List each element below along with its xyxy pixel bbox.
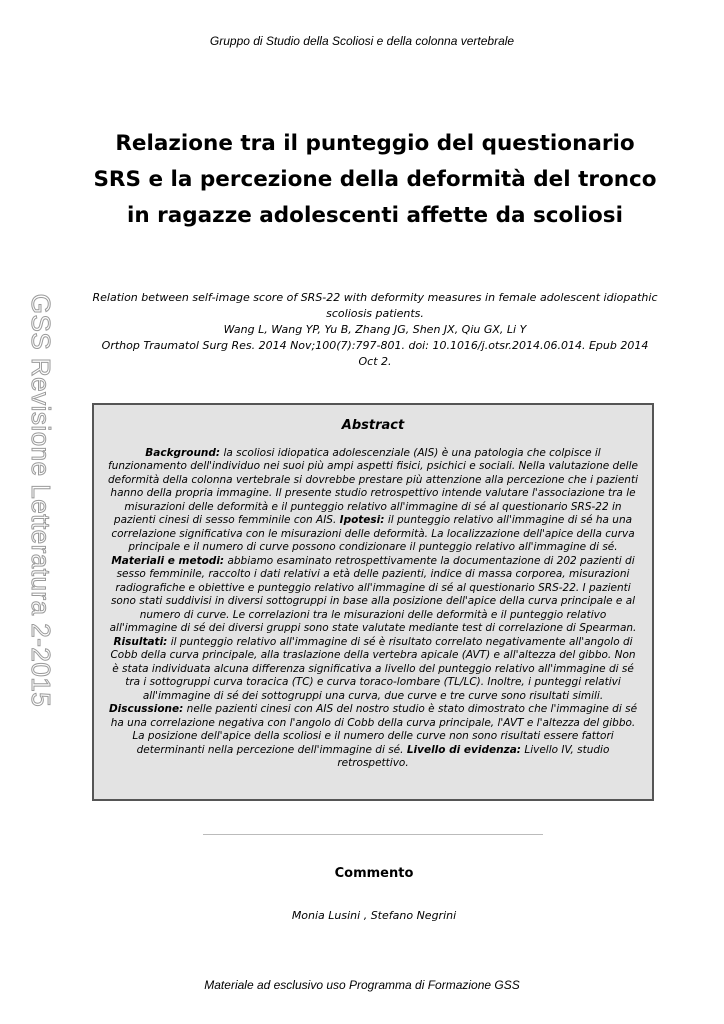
section-divider [203, 834, 543, 835]
commento-heading: Commento [334, 866, 414, 881]
discussione-text: nelle pazienti cinesi con AIS del nostro studio è stato dimostrato che l'immagine di sé ha una correlazione negativa con l'angolo di Cobb della curva principale, l'AVT e l'altezza del gibbo. La posizione dell'apice della scoliosi e il numero delle curve non sono risultati essere fattori determinanti nella percezione dell'immagine di sé. [110, 703, 638, 756]
background-label: Background: [145, 446, 221, 459]
ipotesi-label: Ipotesi: [339, 514, 385, 526]
reference-authors: Wang L, Wang YP, Yu B, Zhang JG, Shen JX, Qiu GX, Li Y [223, 323, 527, 336]
metodi-text: abbiamo esaminato retrospettivamente la documentazione di 202 pazienti di sesso femminile, raccolto i dati relativi a età delle pazienti, indice di massa corporea, misurazioni radiografiche e obiettive e punteggio relativo all'immagine di sé al questionario SRS-22. I pazienti sono stati suddivisi in diversi sottogruppi in base alla posizione dell'apice della curva principale e al numero di curve. Le correlazioni tra le misurazioni delle deformità e il punteggio relativo all'immagine di sé dei diversi gruppi sono state valutate mediante test di correlazione di Spearman. [109, 554, 637, 634]
metodi-label: Materiali e metodi: [111, 554, 225, 567]
abstract-box [92, 403, 654, 801]
discussione-label: Discussione: [108, 703, 184, 715]
page-header: Gruppo di Studio della Scoliosi e della colonna vertebrale [209, 34, 515, 48]
reference-english-title: Relation between self-image score of SRS-22 with deformity measures in female adolescent idiopathic scoliosis patients. [92, 291, 658, 320]
page-footer: Materiale ad esclusivo uso Programma di Formazione GSS [204, 978, 520, 992]
side-watermark [16, 255, 66, 745]
document-title: Relazione tra il punteggio del questionario SRS e la percezione della deformità del tronco in ragazze adolescenti affette da scoliosi [93, 131, 657, 228]
reference-block [92, 290, 658, 370]
abstract-body [108, 447, 638, 771]
commento-authors: Monia Lusini , Stefano Negrini [291, 909, 457, 922]
ipotesi-text: il punteggio relativo all'immagine di sé ha una correlazione significativa con le misurazioni delle deformità. La localizzazione dell'apice della curva principale e il numero di curve possono condizionare il punteggio relativo all'immagine di sé. [111, 514, 635, 553]
side-watermark-text: GSS Revisione Letteratura 2-2015 [26, 293, 57, 707]
risultati-text: il punteggio relativo all'immagine di sé è risultato correlato negativamente all'angolo di Cobb della curva principale, alla traslazione della vertebra apicale (AVT) e all'altezza del gibbo. Non è stata individuata alcuna differenza significativa a livello del punteggio relativo all'immagine di sé tra i sottogruppi curva toracica (TC) e curva toraco-lombare (TL/LC). Inoltre, i punteggi relativi all'immagine di sé dei sottogruppi una curva, due curve e tre curve sono risultati simili. [110, 635, 636, 702]
evidenza-text: Livello IV, studio retrospettivo. [337, 743, 610, 769]
evidenza-label: Livello di evidenza: [406, 743, 521, 756]
background-text: la scoliosi idiopatica adolescenziale (AIS) è una patologia che colpisce il funzionamento dell'individuo nei suoi più ampi aspetti fisici, psichici e sociali. Nella valutazione delle deformità della colonna vertebrale si dovrebbe prestare più attenzione alla percezione che i pazienti hanno della propria immagine. Il presente studio retrospettivo intende valutare l'associazione tra le misurazioni delle deformità e il punteggio relativo all'immagine di sé al questionario SRS-22 in pazienti cinesi di sesso femminile con AIS. [108, 446, 638, 526]
reference-citation: Orthop Traumatol Surg Res. 2014 Nov;100(7):797-801. doi: 10.1016/j.otsr.2014.06.014. Epub 2014 Oct 2. [101, 339, 649, 368]
risultati-label: Risultati: [113, 635, 168, 648]
abstract-heading: Abstract [341, 418, 405, 433]
